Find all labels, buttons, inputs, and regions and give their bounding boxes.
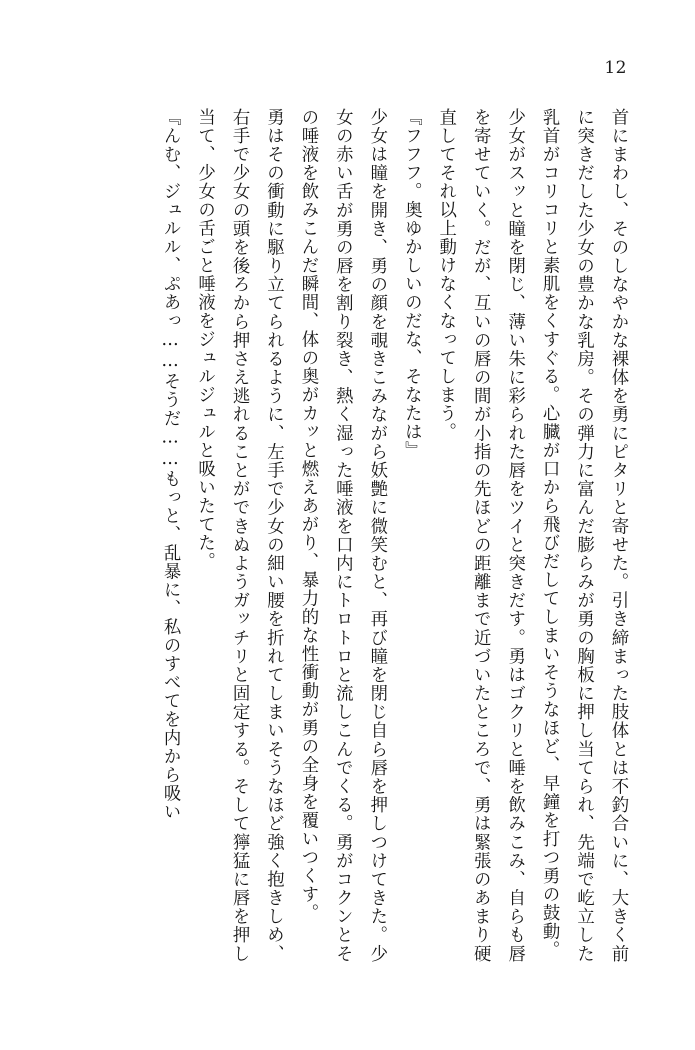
paragraph: 『んむ、ジュルル、ぷあっ……そうだ……もっと、乱暴に、私のすべてを内から吸い — [160, 108, 181, 822]
body-text-vertical — [60, 108, 635, 963]
paragraph: 『フフフ。奥ゆかしいのだな、そなたは』 — [401, 108, 422, 460]
paragraph: 首にまわし、そのしなやかな裸体を勇にピタリと寄せた。引き締まった肢体とは不釣合いに、大きく前に突きだした少女の豊かな乳房。その弾力に富んだ膨らみが勇の胸板に押し当てられ、先端で屹立した乳首がコリコリと素肌をくすぐる。心臓が口から飛びだしてしまいそうなほど、早鐘を打つ勇の鼓動。 — [539, 108, 628, 963]
paragraph: 勇はその衝動に駆り立てられるように、左手で少女の細い腰を折れてしまいそうなほど強く抱きしめ、右手で少女の頭を後ろから押さえ逃れることができぬようガッチリと固定する。そして獰猛に唇を押し当て、少女の舌ごと唾液をジュルジュルと吸いたてた。 — [194, 108, 284, 963]
paragraph: 少女は瞳を開き、勇の顔を覗きこみながら妖艶に微笑むと、再び瞳を閉じ自ら唇を押しつけてきた。少女の赤い舌が勇の唇を割り裂き、熱く湿った唾液を口内にトロトロと流しこんでくる。勇がコクンとその唾液を飲みこんだ瞬間、体の奥がカッと燃えあがり、暴力的な性衝動が勇の全身を覆いつくす。 — [297, 108, 387, 963]
page-number: 12 — [604, 58, 627, 78]
paragraph: 少女がスッと瞳を閉じ、薄い朱に彩られた唇をツイと突きだす。勇はゴクリと唾を飲みこみ、自らも唇を寄せていく。だが、互いの唇の間が小指の先ほどの距離まで近づいたところで、勇は緊張のあまり硬直してそれ以上動けなくなってしまう。 — [435, 108, 525, 963]
